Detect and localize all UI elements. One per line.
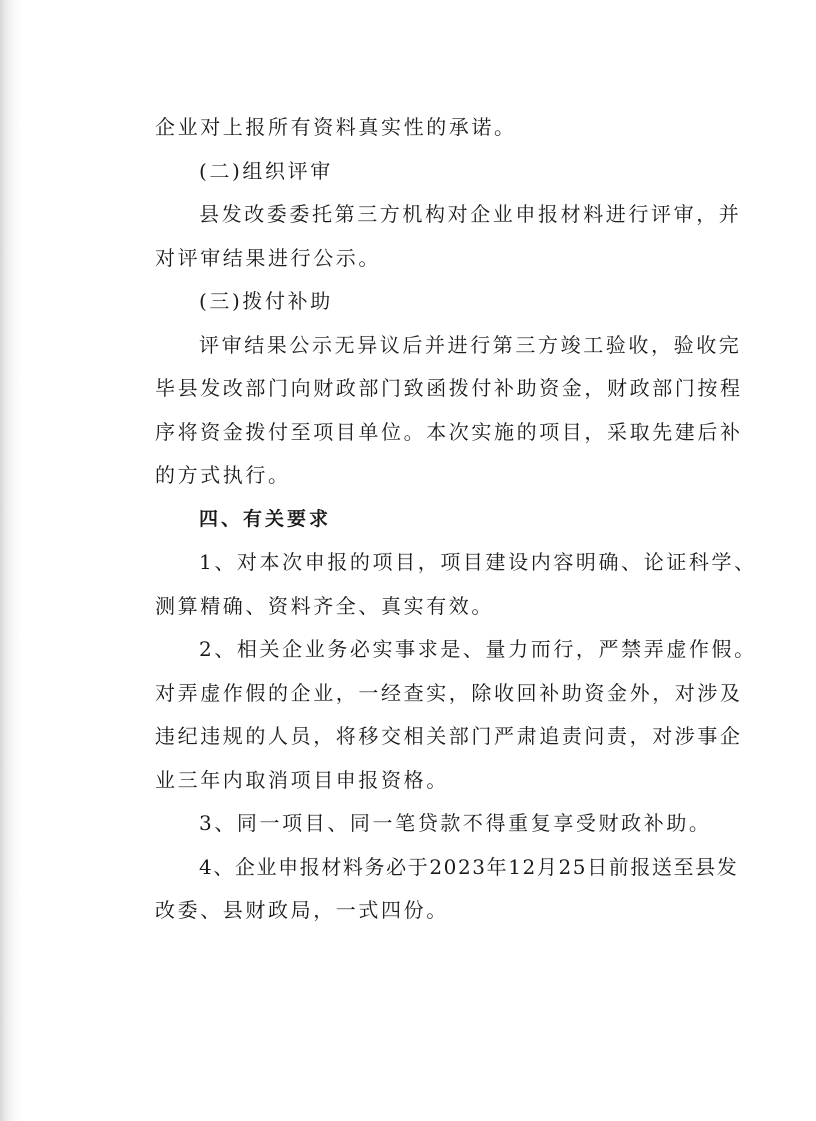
paragraph-line: 企业对上报所有资料真实性的承诺。: [155, 115, 517, 139]
section-heading-requirements: 四、有关要求: [199, 507, 332, 530]
paragraph-line: 2、相关企业务必实事求是、量力而行，严禁弄虚作假。: [199, 637, 757, 661]
paragraph-line: 县发改委委托第三方机构对企业申报材料进行评审，并: [199, 202, 742, 226]
paragraph-line: 序将资金拨付至项目单位。本次实施的项目，采取先建后补: [155, 419, 743, 444]
paragraph-line: 1、对本次申报的项目，项目建设内容明确、论证科学、: [199, 550, 757, 574]
document-body: [155, 106, 757, 933]
paragraph-line: 评审结果公示无异议后并进行第三方竣工验收，验收完: [199, 332, 742, 357]
paragraph-line: 的方式执行。: [155, 463, 291, 487]
paragraph-line: 对弄虚作假的企业，一经查实，除收回补助资金外，对涉及: [155, 680, 743, 705]
paragraph-line: 对评审结果进行公示。: [155, 245, 381, 270]
scan-shadow-edge: [0, 0, 22, 1121]
paragraph-line: 3、同一项目、同一笔贷款不得重复享受财政补助。: [199, 811, 712, 835]
paragraph-line: 违纪违规的人员，将移交相关部门严肃追责问责，对涉事企: [155, 724, 743, 748]
paragraph-line: 业三年内取消项目申报资格。: [155, 767, 449, 792]
paragraph-line: 4、企业申报材料务必于2023年12月25日前报送至县发: [199, 854, 739, 879]
section-heading-disburse-subsidy: (三)拨付补助: [199, 289, 333, 313]
paragraph-line: 毕县发改部门向财政部门致函拨付补助资金，财政部门按程: [155, 376, 743, 400]
section-heading-organize-review: (二)组织评审: [199, 158, 333, 183]
paragraph-line: 改委、县财政局，一式四份。: [155, 898, 449, 922]
paragraph-line: 测算精确、资料齐全、真实有效。: [155, 593, 494, 618]
